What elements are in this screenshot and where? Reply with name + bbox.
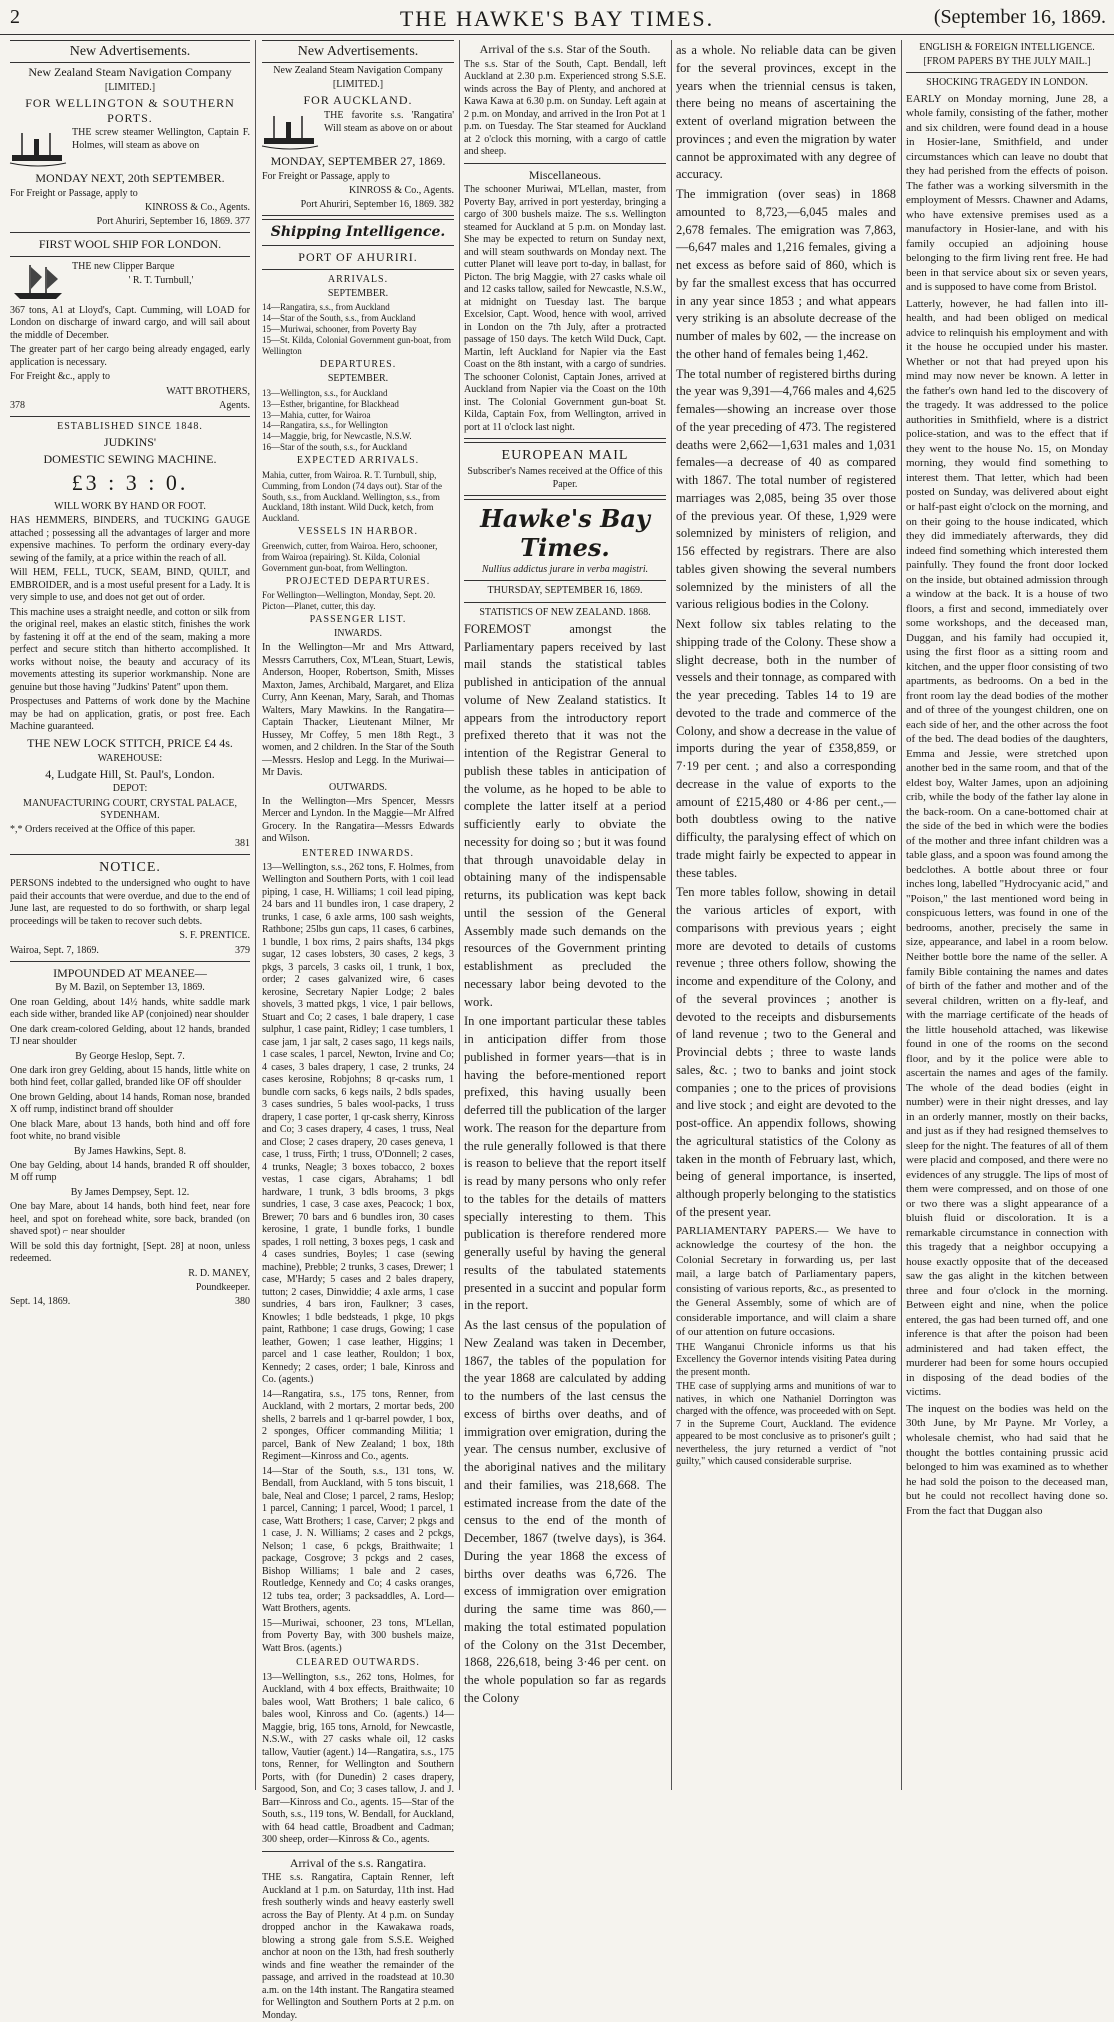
route-heading: FOR AUCKLAND.	[303, 93, 413, 108]
ad-number: 380	[235, 1296, 250, 1308]
divider	[464, 580, 666, 581]
notice-heading: NOTICE.	[99, 860, 161, 876]
misc-heading: Miscellaneous.	[528, 167, 602, 182]
departure-item: 14—Rangatira, s.s., for Wellington	[262, 420, 388, 431]
news-paragraph: THE case of supplying arms and munitions of war to natives, in which one Nathaniel Dorrington was charged with the offence, was proceeded with on Sept. 7 in the Supreme Court, Auckland. The evidence appeared to be most conclusive as to prisoner's guilt ; nevertheless, the jury returned a verdict of "not guilty," which caused considerable surprise.	[676, 1381, 896, 1468]
outwards-label: OUTWARDS.	[328, 781, 388, 793]
ad-footer: Port Ahuriri, September 16, 1869. 377	[96, 216, 250, 228]
article-paragraph: as a whole. No reliable data can be given for the several provinces, except in the years when the triennial census is taken, there being no means of ascertaining the extent of overland migration between the provinces ; and even the migration by water cannot be approximated with any degree of accuracy.	[676, 43, 896, 182]
departure-item: 13—Wellington, s.s., for Auckland	[262, 387, 388, 398]
section-heading: New Advertisements.	[262, 40, 454, 63]
page-number: 2	[10, 6, 20, 28]
article-paragraph: The inquest on the bodies was held on the 30th June, by Mr Payne. Mr Vorley, a wholesale chemist, who had said that he thought the bottles containing prussic acid belonged to him was examined as to whether he had sold the poison to the deceased man, but he could not recollect having done so. From the fact that Duggan also	[906, 1402, 1108, 1517]
arrivals-list	[262, 302, 454, 357]
divider	[262, 245, 454, 246]
article-paragraph: Ten more tables follow, showing in detail the various articles of export, with comparisons with previous years ; eight more are devoted to details of customs revenue ; three others follow, showing the income and expenditure of the Colony, and of the several provinces ; another is devoted to the receipts and disbursements of land revenue ; two to the General and Provincial debts ; three to waste lands sales, &c. ; two to banks and joint stock companies ; one to the prices of provisions and live stock ; and eight are devoted to the post-office. An appendix follows, showing the agricultural statistics of the Colony as taken in the month of February last, which, being of general importance, is inserted, although properly belonging to the statistics of the present year.	[676, 885, 896, 1219]
article-heading: STATISTICS OF NEW ZEALAND. 1868.	[479, 606, 651, 618]
agent-name: KINROSS & Co., Agents.	[348, 184, 454, 196]
ad-body: THE favorite s.s. 'Rangatira' Will steam as above on or about	[324, 110, 454, 134]
impound-entry: One roan Gelding, about 14½ hands, white saddle mark each side wither, branded like AP (conjoined) near shoulder	[10, 996, 250, 1021]
notice-body: PERSONS indebted to the undersigned who ought to have paid their accounts that were overdue, and due to the end of June last, are requested to do so forthwith, or sharp legal proceedings will be taken to recover such debts.	[10, 878, 250, 927]
limited-label: [LIMITED.]	[332, 79, 384, 91]
entered-text: 14—Star of the South, s.s., 131 tons, W. Bendall, from Auckland, with 5 tons biscuit, 1 bale, Neal and Close; 1 parcel, 2 rams, Heslop; 1 parcel, Canning; 1 parcel, Wood; 1 parcel, 1 case, Watt Brothers; 1 case, Carver; 2 pkgs and 1 case, J. N. Williams; 2 cases and 2 pckgs, Nelson; 1 case, 6 pckgs, Braithwaite; 1 package, Cosgrove; 3 pckgs and 2 cases, Bishop Williams; 1 bale and 2 cases, Routledge, Kennedy and Co; 4 casks oranges, 12 tubs tea, order; 3 packsaddles, A. Lord—Watt Brothers, agents.	[262, 1465, 454, 1615]
route-heading: FOR WELLINGTON & SOUTHERN PORTS.	[25, 95, 235, 125]
ad-body-2: The greater part of her cargo being already engaged, early application is necessary.	[10, 344, 250, 368]
column-4	[672, 40, 900, 1790]
ad-number: 381	[235, 838, 250, 850]
divider	[464, 163, 666, 164]
notice-signature: S. F. PRENTICE.	[179, 930, 250, 942]
impound-entry: One dark iron grey Gelding, about 15 hands, little white on both hind feet, collar galled, branded like OF off shoulder	[10, 1064, 250, 1089]
divider	[10, 256, 250, 257]
paper-motto: Nullius addictus jurare in verba magistri.	[481, 564, 649, 576]
divider	[262, 215, 454, 220]
divider	[464, 495, 666, 500]
article-paragraph: FOREMOST amongst the Parliamentary papers received by last mail stands the statistical tables published in anticipation of the annual volume of New Zealand statistics. It appears from the introductory report prefixed thereto that it was not the intention of the Registrar General to publish these tables in anticipation of the volume, as he hoped to be able to complete the latter itself at a period sufficiently early to obviate the necessity for doing so ; but it was found that through unavoidable delay in obtaining many of the indispensable returns, its publication was kept back until the session of the General Assembly made such demands on the resources of the Government printing establishment as precluded the necessary labor being devoted to the work.	[464, 621, 666, 1009]
article-paragraph: The immigration (over seas) in 1868 amounted to 8,723,—6,045 males and 2,678 females. The emigration was 7,863,—6,647 males and 1,216 females, giving a net excess as before said of 860, which is by far the smallest excess that has occurred in any year since 1853 ; and what appears very striking is an absolute decrease of the number of males by 602, — the increase on the other hand of females being 1,462.	[676, 187, 896, 361]
apply-text: For Freight &c., apply to	[10, 371, 110, 383]
ad-paragraph: HAS HEMMERS, BINDERS, and TUCKING GAUGE attached ; possessing all the advantages of larger and more expensive machines. To perform the ordinary every-day sewing of the family, at a price within the reach of all.	[10, 515, 250, 564]
foreign-sub: [FROM PAPERS BY THE JULY MAIL.]	[923, 56, 1091, 68]
company-name: New Zealand Steam Navigation Company	[273, 65, 443, 77]
port-heading: PORT OF AHURIRI.	[298, 250, 418, 265]
entered-text: 14—Rangatira, s.s., 175 tons, Renner, from Auckland, with 2 mortars, 2 mortar beds, 200 shells, 2 barrels and 1 qr-barrel powder, 1 box, 2 sponges, Officer commanding Militia; 1 parcel, Bank of New Zealand; 1 box, 18th Regiment—Kinross and Co., agents.	[262, 1388, 454, 1463]
impound-entry: One bay Mare, about 14 hands, both hind feet, near fore heel, and spot on forehead white, sore back, branded (on shaved spot) ⌐ near shoulder	[10, 1201, 250, 1238]
steamship-icon	[10, 129, 66, 169]
departures-heading: DEPARTURES.	[319, 359, 397, 371]
article-paragraph: In one important particular these tables in anticipation differ from those published in former years—that is in having the before-mentioned report prefixed, this having usually been deferred till the publication of the larger work. The reason for the departure from the rule generally followed is that there is reason to believe that the report itself is read by many persons who only refer to the tables for the details of matters specially interesting to them. This publication is therefore rendered more generally useful by having the general results of the tabulated statements presented in a succint and popular form in the report.	[464, 1014, 666, 1313]
impound-sale: Will be sold this day fortnight, [Sept. 28] at noon, unless redeemed.	[10, 1240, 250, 1265]
section-heading: New Advertisements.	[10, 40, 250, 63]
steamship-icon	[262, 112, 318, 152]
arrival-item: 14—Rangatira, s.s., from Auckland	[262, 302, 390, 313]
inwards-label: INWARDS.	[333, 627, 383, 639]
article-paragraph: EARLY on Monday morning, June 28, a whole family, consisting of the father, mother and six children, were found dead in a house in Hosier-lane, Smithfield, and under circumstances which can leave no doubt that they had perished from the effects of poison. The father was a working silversmith in the employment of Messrs. Chawner and Adams, who have extensive premises used as a manufactory in Hosier-lane, and with his family occupied an adjoining house belonging to the firm living rent free. He had been in that service about six or seven years, and is supposed to have come from Bristol.	[906, 92, 1108, 294]
notice-place: Wairoa, Sept. 7, 1869.	[10, 944, 99, 956]
established-line: ESTABLISHED SINCE 1848.	[57, 421, 203, 433]
arrival-text: The s.s. Star of the South, Capt. Bendall, left Auckland at 2.30 p.m. Experienced strong S.S.E. winds across the Bay of Plenty, and anchored at Kawa Kawa at 6.30 p.m. on Sunday. Left again at 2 p.m. on Monday, and arrived in the Iron Pot at 1 p.m. on Tuesday. The Star steamed for Auckland at 2 o'clock this morning, with a cargo of cattle and sheep.	[464, 58, 666, 158]
poundkeeper-role: Poundkeeper.	[195, 1281, 250, 1293]
divider	[10, 854, 250, 855]
paper-name: Hawke's Bay Times.	[480, 503, 650, 562]
impound-entry: One bay Gelding, about 14 hands, branded R off shoulder, M off rump	[10, 1159, 250, 1184]
article-paragraph: The total number of registered births during the year was 9,391—4,766 males and 4,625 females—showing an increase over those of the year preceding of 473. The registered deaths were 2,662—1,631 males and 1,031 females—a decrease of 40 as compared with 1867. The total number of registered marriages was 2,085, being 35 over those of the previous year. Of these, 1,929 were solemnized by ministers of religion, and 156 effected by registrars. There are also tables given showing the several numbers solemnized by the ministers of all the various religious bodies in the Colony.	[676, 366, 896, 612]
paper-title: THE HAWKE'S BAY TIMES.	[399, 6, 715, 31]
foreign-heading: ENGLISH & FOREIGN INTELLIGENCE.	[919, 42, 1095, 53]
ad-intro: THE new Clipper Barque	[72, 260, 175, 272]
harbor-text: Greenwich, cutter, from Wairoa. Hero, schooner, from Wairoa (repairing). St. Kilda, Colonial Government gun-boat, from Wellington.	[262, 540, 438, 573]
departure-item: 14—Maggie, brig, for Newcastle, N.S.W.	[262, 431, 412, 442]
impound-heading: IMPOUNDED AT MEANEE—	[53, 965, 207, 980]
arrival-item: 15—St. Kilda, Colonial Government gun-boat, from Wellington	[262, 335, 451, 357]
masthead	[0, 0, 1114, 35]
projected-text: For Wellington—Wellington, Monday, Sept. 20. Picton—Planet, cutter, this day.	[262, 589, 436, 611]
entered-heading: ENTERED INWARDS.	[301, 847, 415, 859]
agent-name: WATT BROTHERS,	[166, 385, 250, 397]
ad-paragraph: Will HEM, FELL, TUCK, SEAM, BIND, QUILT, and EMBROIDER, and is a most useful present for a Lady. It is very simple to use, and does not get out of order.	[10, 567, 250, 604]
ad-number: 378	[10, 399, 25, 411]
departure-item: 13—Mahia, cutter, for Wairoa	[262, 409, 371, 420]
ad-footer: Port Ahuriri, September 16, 1869. 382	[300, 199, 454, 211]
article-paragraph: Latterly, however, he had fallen into ill-health, and had been obliged on medical advice to relinquish his employment and with it the house he occupied under his master. Whether or not that had preyed upon his mind may now never be known. A letter in the father's own hand led to the discovery of the tragedy. It was addressed to the police authorities in Smithfield, where is a district police-station, and was to the effect that if they went to the house No. 15, on Monday morning, they would find something to interest them. That letter, which had been posted on Sunday, was delivered about eight or half-past eight o'clock on the morning, and on their going to the house indicated, which they did immediately afterwards, they did indeed find something which interested them painfully. They found the front door locked on the inside, but obtained admission through a window at the back. It is a house of two floors, a first and second, immediately over some workshops, and the deceased man, Duggan, and his family had occupied it, using the first floor as a sitting room and kitchen, and the upper floor consisting of two apartments, as bedrooms. On a bed in the front room lay the dead bodies of the mother and of three of the youngest children, one on each side of her, and the other across the foot of the bed. The dead bodies of the daughters, Emma and Jessie, were stretched upon another bed in the same room, and that of the eldest boy, Walter James, upon an adjoining crib, while the body of the father lay alone in the back-room. On a cane-bottomed chair at the side of the bed in which were the bodies of the mother and three infant children was a table glass, and a spoon was found among the bedclothes. A bottle about three or four inches long, labelled "Hydrocyanic acid," and "Poison," the last mentioned word being in conspicuous letters, was found in one of the bedrooms, another, precisely the same in size, appearance, and label in a room below. Neither bottle bore the name of the seller. A family Bible containing the names and dates of birth of the father and mother and of the several children, written on a fly-leaf, and with the marriage certificate of the heads of the little household attached, was likewise found in one of the rooms on the second floor, and by it the police were able to ascertain the names and ages of the family. The whole of the dead bodies (eight in number) were in their night dresses, and lay in an orderly manner, mostly on their backs, and just as if they had resigned themselves to sleep for the night. The features of all of them were placid and composed, and there were no evidences of any struggle. The lips of most of them were compressed, and on those of one or two there was a slight appearance of a bluish fluid or discoloration. It is a remarkable circumstance in connection with this tragedy that a neighbor occupying a house exactly opposite that of the deceased saw the gas alight in the kitchen between three and four o'clock in the morning. Between eight and nine, when the police entered, the gas had been turned off, and one inference is that after the poison had been administered and had taken effect, the murderer had been for some hours occupied in disposing of the dead bodies of the victims.	[906, 297, 1109, 1399]
impound-date: Sept. 14, 1869.	[10, 1296, 71, 1308]
shipping-heading: Shipping Intelligence.	[270, 224, 446, 241]
arrival-heading: Arrival of the s.s. Star of the South.	[479, 42, 651, 56]
cleared-text: 13—Wellington, s.s., 262 tons, Holmes, for Auckland, with 4 box effects, Braithwaite; 10 bales wool, Watt Brothers; 1 bale calico, 6 bales wool, Kinross and Co. (agents.) 14—Maggie, brig, 165 tons, Arnold, for Newcastle, N.S.W., with 27 casks whale oil, 12 casks tallow, Vautier (agent.) 14—Rangatira, s.s., 175 tons, Renner, for Wellington and Southern Ports, with (for Dunedin) 2 cases drapery, Sargood, Son, and Co; 3 cases tallow, J. and J. Barr—Kinross and Co., agents. 15—Star of the South, s.s., 119 tons, W. Bendall, for Auckland, with 64 head cattle, Broadbent and Cadman; 300 sheep, order—Kinross & Co., agents.	[262, 1671, 454, 1846]
article-paragraph: Next follow six tables relating to the shipping trade of the Colony. These show a slight decrease, both in the number of vessels and their tonnage, as compared with the year preceding. Tables 14 to 19 are devoted to the trade and commerce of the Colony, and show a decrease in the value of imports during the year of £358,859, or 7·19 per cent. ; and also a corresponding decrease in the value of exports to the amount of £215,480 or 4·86 per cent.,—both doubtless owing to the native difficulty, the paralysing effect of which on trade might fairly be expected to appear in these tables.	[676, 617, 896, 880]
news-paragraph: THE Wanganui Chronicle informs us that his Excellency the Governor intends visiting Patea during the present month.	[676, 1341, 896, 1378]
ad-number: 379	[235, 944, 250, 956]
poundkeeper-name: R. D. MANEY,	[188, 1267, 250, 1279]
sailing-date: MONDAY, SEPTEMBER 27, 1869.	[270, 154, 446, 169]
arrival-item: 15—Muriwai, schooner, from Poverty Bay	[262, 324, 417, 335]
impound-by: By James Dempsey, Sept. 12.	[70, 1186, 190, 1198]
column-5	[902, 40, 1112, 1790]
column-rule	[255, 40, 256, 1790]
depot-label: DEPOT:	[112, 783, 148, 795]
column-3	[460, 40, 670, 1790]
sailing-ship-icon	[10, 263, 66, 303]
passenger-heading: PASSENGER LIST.	[309, 613, 407, 625]
divider	[10, 961, 250, 962]
ship-name: ' R. T. Turnbull,'	[128, 275, 194, 287]
outwards-text: In the Wellington—Mrs Spencer, Messrs Mercer and Lyndon. In the Maggie—Mr Alfred Grocery. In the Rangatira—Messrs Edwards and Wilson.	[262, 795, 454, 845]
mail-sub: Subscriber's Names received at the Office of this Paper.	[467, 466, 663, 490]
impound-by: By James Hawkins, Sept. 8.	[74, 1145, 186, 1157]
company-name: New Zealand Steam Navigation Company	[28, 65, 232, 80]
expected-text: Mahia, cutter, from Wairoa. R. T. Turnbull, ship, Cumming, from London (74 days out). Star of the South, s.s., from Auckland. Wellington, s.s., from Auckland, 18th instant. Wild Duck, ketch, from Auckland.	[262, 469, 442, 524]
arrival-item: 14—Star of the South, s.s., from Auckland	[262, 313, 416, 324]
depot-address: MANUFACTURING COURT, CRYSTAL PALACE, SYDENHAM.	[23, 797, 237, 821]
divider	[464, 438, 666, 443]
impound-by: By M. Bazil, on September 13, 1869.	[55, 982, 205, 994]
divider	[906, 72, 1108, 73]
lock-stitch-price: THE NEW LOCK STITCH, PRICE £4 4s.	[27, 735, 233, 750]
warehouse-label: WAREHOUSE:	[97, 752, 163, 764]
ad-paragraph: This machine uses a straight needle, and cotton or silk from the original reel, makes an elastic stitch, finishes the work by fastening it off at the end of the seam, making a more perfect and secure stitch than hitherto accomplished. It works without noise, the beauty and accuracy of its movements attesting its superior workmanship. None are genuine but those having "Judkins' Patent" upon them.	[10, 606, 250, 693]
passenger-text: In the Wellington—Mr and Mrs Attward, Messrs Carruthers, Cox, M'Lean, Stuart, Lewis, Anderson, Hooper, Robertson, Smith, Misses Maxton, James, Archibald, Margaret, and Eliza Curry, Ann Keenan, Mary, Sarah, and Thomas Walters, Mary Mawkins. In the Rangatira—Captain Thacker, Lieutenant Milner, Mr Hussey, Mr Coffey, 5 men 18th Regt., 3 women, and 2 children. In the Star of the South—Messrs. Heslop and Legg. In the Muriwai—Mr Davis.	[262, 642, 454, 778]
impound-entry: One black Mare, about 13 hands, both hind and off fore foot white, no brand visible	[10, 1118, 250, 1143]
ad-body: THE screw steamer Wellington, Captain F. Holmes, will steam as above on	[72, 127, 250, 151]
divider	[262, 269, 454, 270]
article-paragraph: As the last census of the population of New Zealand was taken in December, 1867, the tables of the population for the year 1868 are calculated by adding to the numbers of the last census the excess of births over deaths, and of immigration over emigration, during the year. The census number, exclusive of the aboriginal natives and the military and their families, was 218,668. The estimated increase from the date of the census to the end of the month of December, 1867 (twelve days), is 364. During the year 1868 the excess of births over deaths was 6,726. The excess of immigration over emigration during the same time was 860,—making the total estimated population of the Colony on the 31st December, 1868, 226,618, being 3·46 per cent. on the whole population so far as regards the Colony	[464, 1318, 666, 1705]
harbor-heading: VESSELS IN HARBOR.	[298, 526, 418, 538]
divider	[262, 1851, 454, 1852]
arrival-heading: Arrival of the s.s. Rangatira.	[289, 1855, 427, 1870]
divider	[464, 602, 666, 603]
sailing-date: MONDAY NEXT, 20th SEPTEMBER.	[35, 171, 225, 186]
entered-text: 15—Muriwai, schooner, 23 tons, M'Lellan, from Poverty Bay, with 300 bushels maize, Watt Bros. (agents.)	[262, 1617, 454, 1654]
impound-entry: One dark cream-colored Gelding, about 12 hands, branded TJ near shoulder	[10, 1023, 250, 1048]
orders-note: *,* Orders received at the Office of this paper.	[10, 823, 196, 835]
issue-date: THURSDAY, SEPTEMBER 16, 1869.	[487, 585, 643, 597]
agent-name: KINROSS & Co., Agents.	[144, 201, 250, 213]
column-2	[258, 40, 458, 2021]
column-1	[6, 40, 254, 1790]
mail-heading: EUROPEAN MAIL	[501, 448, 629, 464]
apply-text: For Freight or Passage, apply to	[262, 170, 390, 182]
arrivals-heading: ARRIVALS.	[327, 273, 389, 285]
limited-label: [LIMITED.]	[104, 81, 156, 93]
divider	[10, 416, 250, 417]
issue-date-header: (September 16, 1869.	[933, 6, 1106, 28]
product-price: £3 : 3 : 0.	[71, 470, 189, 496]
cleared-heading: CLEARED OUTWARDS.	[296, 1657, 420, 1669]
impound-by: By George Heslop, Sept. 7.	[75, 1050, 185, 1062]
departure-item: 16—Star of the south, s.s., for Auckland	[262, 442, 407, 453]
divider	[10, 232, 250, 233]
product-brand: JUDKINS'	[103, 435, 157, 450]
projected-heading: PROJECTED DEPARTURES.	[285, 575, 431, 587]
month-label: SEPTEMBER.	[327, 373, 389, 385]
tagline: WILL WORK BY HAND OR FOOT.	[54, 501, 206, 513]
ad-heading: FIRST WOOL SHIP FOR LONDON.	[38, 237, 222, 252]
ad-body: 367 tons, A1 at Lloyd's, Capt. Cumming, will LOAD for London on discharge of inward cargo, and will sail about the middle of December.	[10, 304, 250, 341]
arrival-text: THE s.s. Rangatira, Captain Renner, left Auckland at 1 p.m. on Saturday, 11th inst. Had fresh southerly winds and heavy easterly swell across the Bay of Plenty. At 4 p.m. on Sunday dropped anchor in the Kawakawa roads, blowing a strong gale from S.S.E. Weighed anchor at noon on the 13th, had fresh southerly winds and fine weather the remainder of the passage, and arrived in the roadstead at 10.30 a.m. on the 14th instant. The Rangatira steamed for Wellington and Southern Ports at 2 p.m. on Monday.	[262, 1872, 454, 2021]
ad-paragraph: Prospectuses and Patterns of work done by the Machine may be had on application, gratis, or post free. Each Machine guaranteed.	[10, 696, 250, 733]
article-heading: SHOCKING TRAGEDY IN LONDON.	[926, 77, 1088, 89]
departure-item: 13—Esther, brigantine, for Blackhead	[262, 398, 399, 409]
news-paragraph: PARLIAMENTARY PAPERS.— We have to acknowledge the courtesy of the hon. the Colonial Secretary in forwarding us, per last mail, a large batch of Parliamentary papers, consisting of various reports, &c., as presented to the General Assembly, some of which are of considerable importance, and will claim a share of our attention on future occasions.	[676, 1224, 896, 1339]
warehouse-address: 4, Ludgate Hill, St. Paul's, London.	[45, 766, 215, 781]
entered-text: 13—Wellington, s.s., 262 tons, F. Holmes, from Wellington and Southern Ports, with 1 coil lead piping, 1 case, H. Williams; 1 coil lead piping, 24 bars and 11 bundles iron, 1 case drapery, 2 trunks, 1 case, 6 axle arms, 100 sash weights, Rathbone; 25lbs gun caps, 11 cases, 6 carbines, 1 bundle, 1 box rims, 2 pairs shafts, 134 pkgs sugar, 12 cases lobsters, 30 cases, 2 kegs, 3 pkgs, 3 parcels, 3 casks oil, 1 trunk, 1 box, order; 2 cases galvanized wire, 6 cases kerosine, Secretary Napier Lodge; 2 bales shovels, 3 matted pkgs, 1 vice, 1 pair bellows, Stuart and Co; 2 cases, 1 bale drapery, 1 case sulphur, 1 case paint, Ridley; 1 case tumblers, 1 case jam, 1 jar salt, 2 cases sago, 11 kegs nails, 1 case scales, 1 parcel, Newton, Irvine and Co; 4 cases, 3 bales drapery, 1 case, 2 trunks, 24 cases kerosine, Robjohns; 8 qr-casks rum, 1 bundle corn sacks, 6 kegs nails, 2 bdls spades, 3 cases sundries, 5 bales wool-packs, 1 truss drapery, 1 case porter, 1 qr-cask sherry, Kinross and Co; 3 cases drapery, 4 cases, 1 truss, Neal and Close; 2 cases drapery, 20 cases geneva, 1 case, 1 truss, Firth; 1 truss, O'Donnell; 2 cases, 4 trunks, Neagle; 3 boxes tobacco, 2 boxes vestas, 1 case cigars, Abrahams; 1 bdl hardware, 1 trunk, 3 bdls brooms, 3 pkgs sundries, 1 case, 3 case axes, Peacock; 1 box, Brewer; 70 bars and 6 bundles iron, 30 cases kerosine, 1 grate, 1 bundle forks, 1 bundle spades, 1 roll netting, 3 boxes pegs, 1 cask and 4 cases sundries, Boyles; 1 case (sewing machine), Prebble; 2 trunks, 3 cases, Drewer; 1 case, M'Hardy; 5 cases and 2 bales drapery, tutton; 2 cases, Dinwiddie; 4 axle arms, 1 case sundries, 4 bars iron, Faulkner; 3 cases, Knowles; 1 bdle bedsteads, 1 pkge, 10 pkgs paint, Rathbone; 1 case drugs, Gowing; 1 case leather, Gowen; 1 case leather, Higgins; 1 parcel and 1 case leather, Rouldon; 1 box, Kennedy; 2 cases, order; 1 bale, Kinross and Co. (agents.)	[262, 861, 454, 1386]
misc-text: The schooner Muriwai, M'Lellan, master, from Poverty Bay, arrived in port yesterday, bringing a cargo of 300 bushels maize. The s.s. Wellington steamed for Auckland at 5 p.m. on Monday last. She may be expected to return on Sunday next, and will steam southwards on Monday next. The cutter Planet will leave port to-day, in ballast, for Picton. The brig Maggie, with 27 casks whale oil and 12 casks tallow, sailed for Newcastle, N.S.W., at midnight on Tuesday last. The barque Excelsior, Capt. Wood, hence with wool, arrived in London on the 7th July, after a protracted passage of 150 days. The ketch Wild Duck, Capt. Martin, left Auckland for Napier via the East Coast on the 8th instant, with a cargo of sundries. The schooner Colonist, Captain Jones, arrived at Auckland from Napier via the Coast on the 10th inst. The Colonial Government gun-boat St. Kilda, Captain Fox, from Wellington, arrived in port at 11 o'clock last night.	[464, 184, 666, 433]
expected-heading: EXPECTED ARRIVALS.	[296, 455, 420, 467]
departures-list	[262, 388, 454, 454]
apply-text: For Freight or Passage, apply to	[10, 187, 138, 199]
month-label: SEPTEMBER.	[327, 288, 389, 300]
product-name: DOMESTIC SEWING MACHINE.	[43, 451, 217, 466]
agents-label: Agents.	[219, 399, 250, 411]
impound-entry: One brown Gelding, about 14 hands, Roman nose, branded X off rump, indistinct brand off shoulder	[10, 1091, 250, 1116]
